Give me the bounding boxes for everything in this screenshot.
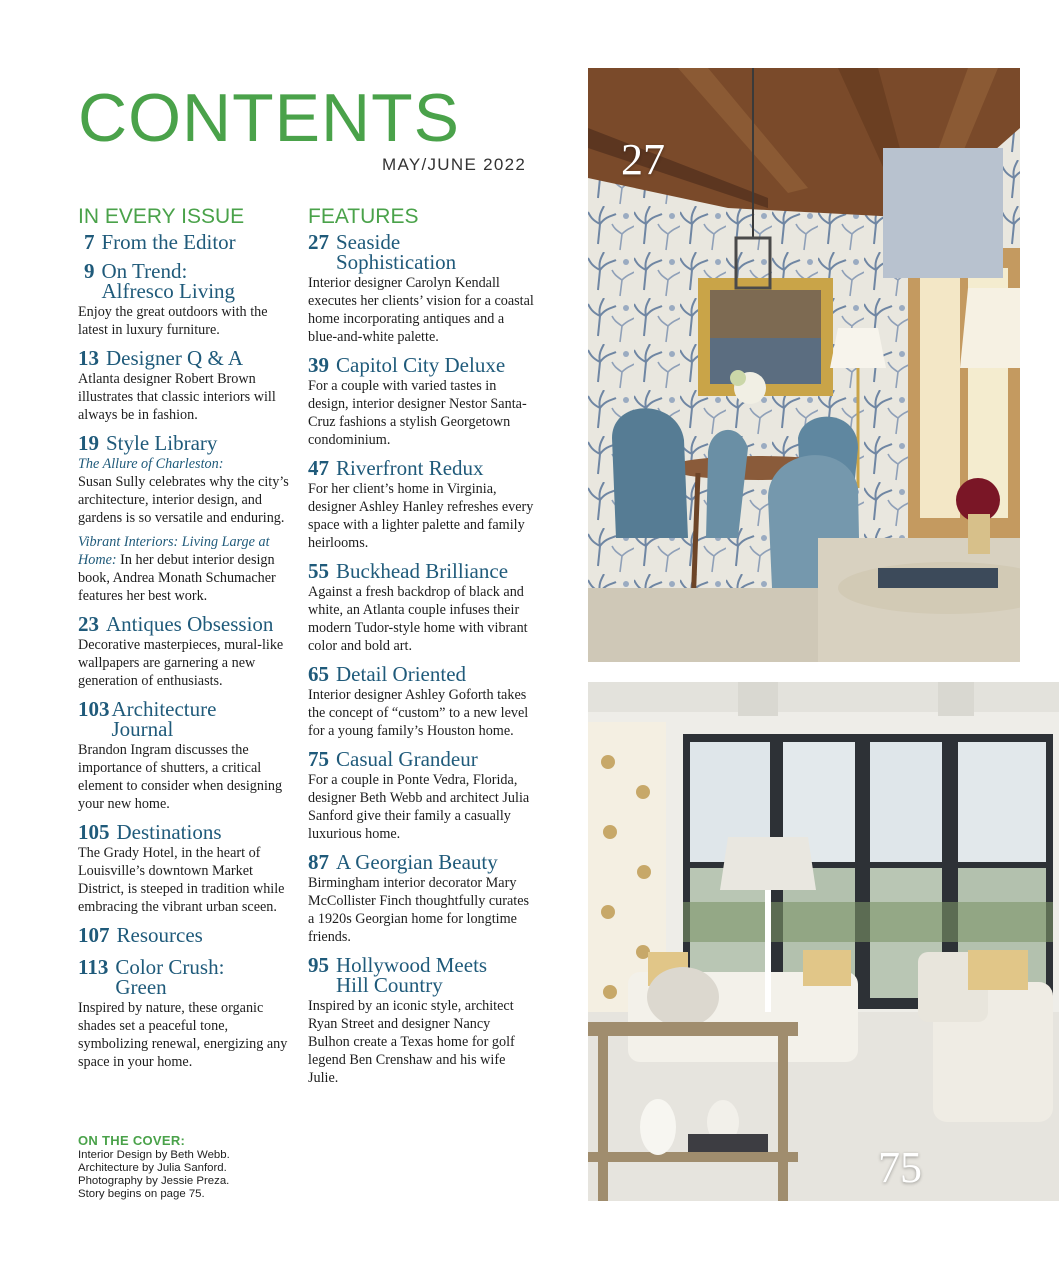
entry-title: Hollywood Meets Hill Country: [336, 953, 488, 997]
entry-description: Interior designer Ashley Goforth takes the concept of “custom” to a new level for a young family’s Houston home.: [308, 687, 529, 739]
page-number: 75: [308, 747, 329, 771]
page-title: CONTENTS: [78, 80, 460, 156]
toc-entry[interactable]: [78, 348, 300, 424]
entry-subtitle: The Allure of Charleston:: [78, 456, 224, 472]
toc-entry[interactable]: [308, 355, 534, 449]
toc-entry[interactable]: [308, 232, 534, 346]
page-number: 103: [78, 697, 110, 721]
page-number: 95: [308, 953, 329, 977]
photo-page-number: 75: [878, 1143, 922, 1192]
entry-title: Color Crush: Green: [115, 955, 225, 999]
toc-entry[interactable]: [78, 261, 300, 339]
page-number: 23: [78, 612, 99, 636]
toc-entry[interactable]: [308, 852, 534, 946]
page-number: 9: [84, 259, 95, 283]
cover-credits: Interior Design by Beth Webb. Architecture by Julia Sanford. Photography by Jessie Preza. Story begins on page 75.: [78, 1149, 230, 1200]
issue-date: MAY/JUNE 2022: [382, 155, 527, 174]
entry-title: Antiques Obsession: [106, 612, 274, 636]
entry-description: Vibrant Interiors: Living Large at Home: In her debut interior design book, Andrea Monath Schumacher features her best work.: [78, 534, 276, 604]
page-number: 19: [78, 431, 99, 455]
cover-heading: ON THE COVER:: [78, 1133, 186, 1148]
entry-title: Style Library: [106, 431, 218, 455]
toc-entry[interactable]: [308, 561, 534, 655]
page-number: 13: [78, 346, 99, 370]
entry-description: Interior designer Carolyn Kendall executes her clients’ vision for a coastal home incorporating antiques and a blue-and-white palette.: [308, 275, 534, 345]
entry-title: On Trend: Alfresco Living: [101, 259, 236, 303]
page-number: 7: [84, 230, 95, 254]
features-column: [308, 204, 534, 1096]
entry-title: Architecture Journal: [111, 697, 217, 741]
toc-entry[interactable]: [78, 433, 300, 605]
page-number: 39: [308, 353, 329, 377]
entry-description: For a couple in Ponte Vedra, Florida, designer Beth Webb and architect Julia Sanford give their family a casually luxurious home.: [308, 772, 530, 842]
toc-entry[interactable]: [308, 664, 534, 740]
entry-description: Enjoy the great outdoors with the latest in luxury furniture.: [78, 304, 268, 338]
living-room-illustration: [588, 682, 1059, 1201]
on-the-cover: [78, 1133, 298, 1201]
entry-description: The Allure of Charleston: Susan Sully celebrates why the city’s architecture, interior design, and gardens is so versatile and enduring.: [78, 456, 289, 526]
page-number: 87: [308, 850, 329, 874]
entry-description: Against a fresh backdrop of black and white, an Atlanta couple infuses their modern Tudor-style home with vibrant color and bold art.: [308, 584, 528, 654]
page-number: 27: [308, 230, 329, 254]
entry-description: For her client’s home in Virginia, designer Ashley Hanley refreshes every space with a lighter palette and family heirlooms.: [308, 481, 534, 551]
entry-title: Seaside Sophistication: [336, 230, 457, 274]
toc-entry[interactable]: [78, 822, 300, 916]
page-number: 55: [308, 559, 329, 583]
entry-title: Casual Grandeur: [336, 747, 478, 771]
entry-title: Capitol City Deluxe: [336, 353, 506, 377]
entry-description: Birmingham interior decorator Mary McCollister Finch thoughtfully curates a 1920s Georgian home for longtime friends.: [308, 875, 530, 945]
toc-entry[interactable]: [78, 699, 300, 813]
entry-description: For a couple with varied tastes in design, interior designer Nestor Santa-Cruz fashions a stylish Georgetown condominium.: [308, 378, 527, 448]
entry-description: Inspired by nature, these organic shades set a peaceful tone, symbolizing renewal, energizing any space in your home.: [78, 1000, 288, 1070]
page-number: 47: [308, 456, 329, 480]
entry-description: Decorative masterpieces, mural-like wallpapers are garnering a new generation of enthusiasts.: [78, 637, 284, 689]
photo-page-number: 27: [621, 135, 665, 184]
section-heading: IN EVERY ISSUE: [78, 205, 245, 228]
entry-title: A Georgian Beauty: [336, 850, 498, 874]
entry-title: Resources: [116, 923, 203, 947]
toc-entry[interactable]: [308, 458, 534, 552]
section-heading: FEATURES: [308, 205, 419, 228]
entry-title: Buckhead Brilliance: [336, 559, 509, 583]
entry-description: Atlanta designer Robert Brown illustrates that classic interiors will always be in fashion.: [78, 371, 276, 423]
toc-entry[interactable]: [308, 955, 534, 1087]
page-number: 105: [78, 820, 110, 844]
living-room-photo[interactable]: [588, 682, 1059, 1201]
entry-subtitle: Vibrant Interiors: Living Large at Home:: [78, 534, 270, 568]
toc-entry[interactable]: [308, 749, 534, 843]
entry-title: Designer Q & A: [106, 346, 244, 370]
entry-description: Inspired by an iconic style, architect Ryan Street and designer Nancy Bulhon create a Texas home for golf legend Ben Crenshaw and his wife Julie.: [308, 998, 515, 1086]
entry-description: The Grady Hotel, in the heart of Louisville’s downtown Market District, is steeped in tradition while embracing the vibrant urban sceen.: [78, 845, 285, 915]
toc-entry[interactable]: [78, 614, 300, 690]
entry-description: Brandon Ingram discusses the importance of shutters, a critical element to consider when designing your new home.: [78, 742, 283, 812]
toc-entry[interactable]: [84, 232, 300, 252]
toc-entry[interactable]: [78, 957, 300, 1071]
toc-entry[interactable]: [78, 925, 300, 945]
entry-title: Riverfront Redux: [336, 456, 484, 480]
entry-title: From the Editor: [101, 230, 236, 254]
page-number: 65: [308, 662, 329, 686]
dining-room-photo[interactable]: [588, 68, 1020, 662]
entry-title: Detail Oriented: [336, 662, 467, 686]
page-number: 107: [78, 923, 110, 947]
entry-title: Destinations: [116, 820, 222, 844]
page-number: 113: [78, 955, 109, 979]
in-every-issue-column: [78, 204, 300, 1080]
